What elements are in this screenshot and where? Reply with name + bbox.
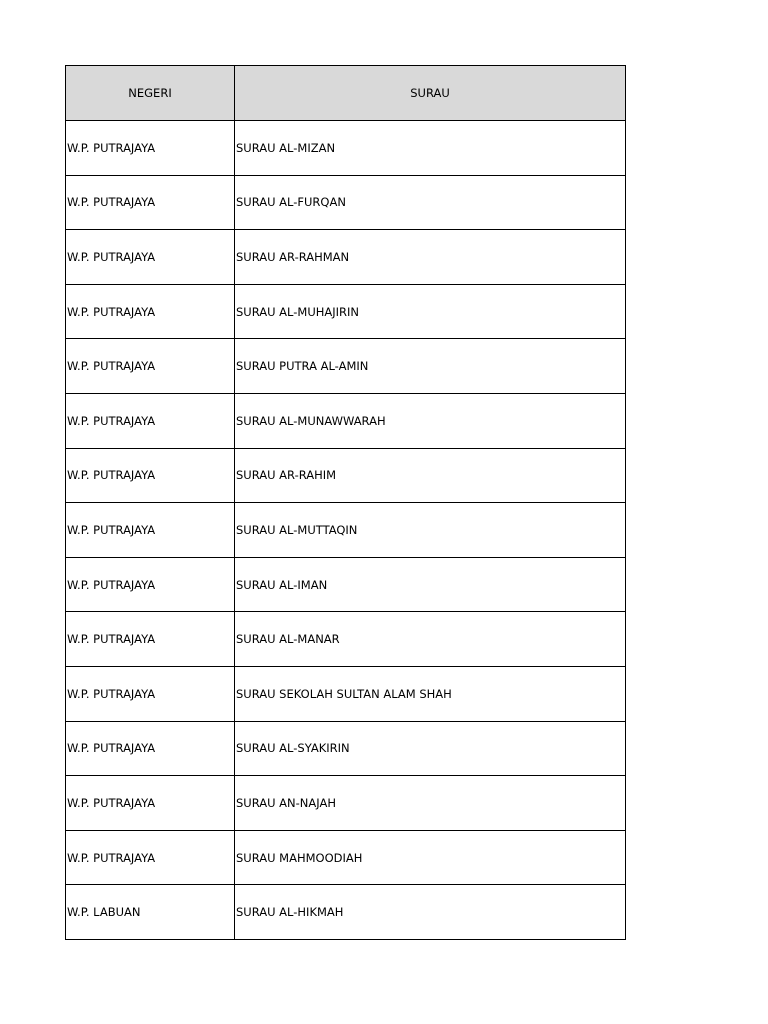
table-row: [66, 666, 626, 721]
table-row: [66, 175, 626, 230]
cell-negeri: W.P. PUTRAJAYA: [66, 776, 235, 831]
cell-surau: SURAU AL-FURQAN: [235, 175, 626, 230]
table-body: [66, 121, 626, 940]
cell-surau: SURAU AL-MUTTAQIN: [235, 503, 626, 558]
table-row: [66, 830, 626, 885]
cell-negeri: W.P. PUTRAJAYA: [66, 503, 235, 558]
cell-surau: SURAU AL-MANAR: [235, 612, 626, 667]
cell-negeri: W.P. PUTRAJAYA: [66, 721, 235, 776]
cell-negeri: W.P. PUTRAJAYA: [66, 830, 235, 885]
cell-surau: SURAU AL-MIZAN: [235, 121, 626, 176]
cell-negeri: W.P. PUTRAJAYA: [66, 175, 235, 230]
table-row: [66, 121, 626, 176]
cell-surau: SURAU MAHMOODIAH: [235, 830, 626, 885]
table-row: [66, 448, 626, 503]
cell-surau: SURAU SEKOLAH SULTAN ALAM SHAH: [235, 666, 626, 721]
cell-negeri: W.P. PUTRAJAYA: [66, 557, 235, 612]
cell-surau: SURAU AL-SYAKIRIN: [235, 721, 626, 776]
cell-negeri: W.P. PUTRAJAYA: [66, 612, 235, 667]
cell-negeri: W.P. PUTRAJAYA: [66, 666, 235, 721]
table-row: [66, 339, 626, 394]
cell-surau: SURAU AL-MUHAJIRIN: [235, 284, 626, 339]
table-row: [66, 284, 626, 339]
cell-negeri: W.P. PUTRAJAYA: [66, 121, 235, 176]
header-row: [66, 66, 626, 121]
cell-surau: SURAU AN-NAJAH: [235, 776, 626, 831]
table-row: [66, 776, 626, 831]
cell-surau: SURAU AL-MUNAWWARAH: [235, 393, 626, 448]
surau-table: [65, 65, 626, 940]
table-header: [66, 66, 626, 121]
table-row: [66, 885, 626, 940]
cell-negeri: W.P. PUTRAJAYA: [66, 339, 235, 394]
cell-surau: SURAU AL-HIKMAH: [235, 885, 626, 940]
cell-negeri: W.P. PUTRAJAYA: [66, 284, 235, 339]
table-row: [66, 393, 626, 448]
table-row: [66, 230, 626, 285]
header-negeri: NEGERI: [66, 66, 235, 121]
table-row: [66, 557, 626, 612]
cell-surau: SURAU AR-RAHIM: [235, 448, 626, 503]
cell-negeri: W.P. LABUAN: [66, 885, 235, 940]
cell-surau: SURAU PUTRA AL-AMIN: [235, 339, 626, 394]
table-row: [66, 612, 626, 667]
header-surau: SURAU: [235, 66, 626, 121]
cell-surau: SURAU AL-IMAN: [235, 557, 626, 612]
cell-negeri: W.P. PUTRAJAYA: [66, 448, 235, 503]
table-row: [66, 503, 626, 558]
cell-negeri: W.P. PUTRAJAYA: [66, 230, 235, 285]
cell-surau: SURAU AR-RAHMAN: [235, 230, 626, 285]
cell-negeri: W.P. PUTRAJAYA: [66, 393, 235, 448]
table-row: [66, 721, 626, 776]
